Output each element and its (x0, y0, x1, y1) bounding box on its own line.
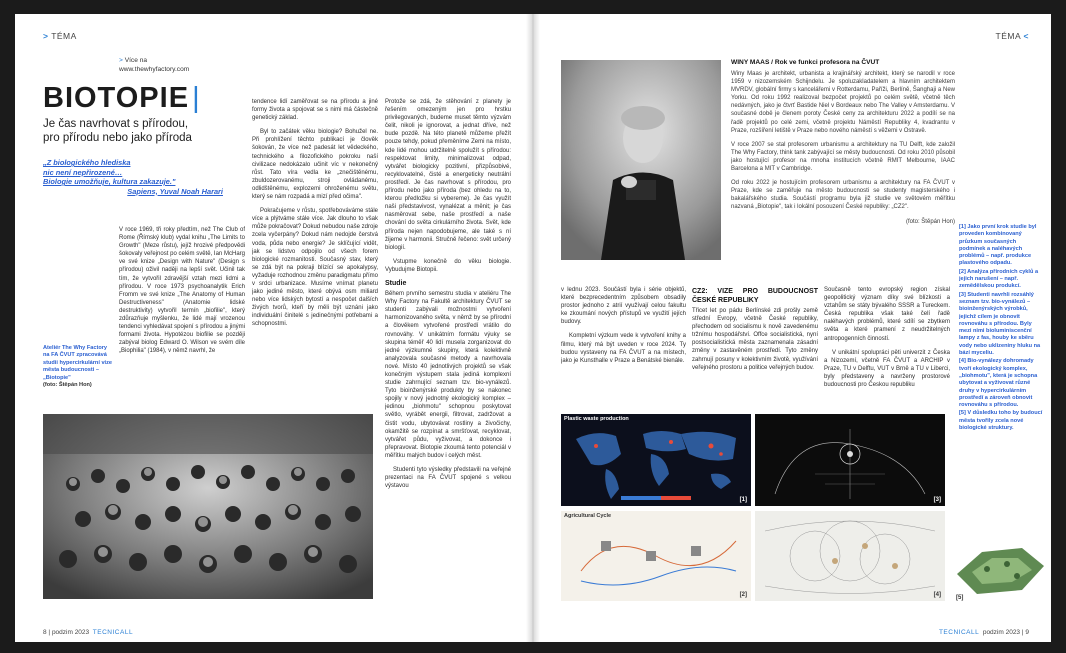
bio-text: Winy Maas je architekt, urbanista a krajinářský architekt, který se narodil v roce 1959 v nizozemském Schijndelu. Je spoluzakladatelem a hlavním architektem MVRDV, globální firmy s kancelářemi v Rotterdamu, Paříži, Berlíně, Šanghaji a New Yorku. Od roku 1992 realizoval bezpočet projektů po celém světě, včetně těch nedávných, jako je čtvrť Bastide Niel v Bordeaux nebo The Valley v Amsterdamu. V současné době je členem poroty České ceny za architekturu 2022 a podílí se na řadě projektů po celé zemi, včetně projektu Náměstí Republiky 4, kvadrantu v Praze, rozšíření letiště v Praze nebo nového náměstí s věžemi v Ostravě. V roce 2007 se stal profesorem urbanismu a architektury na TU Delft, kde založil The Why Factory, think tank zabývající se městy budoucnosti. Od roku 2010 působil jako hostující profesor na mnoha institucích včetně RMIT Melbourne, IAAC Barcelona a MIT v Cambridge. Od roku 2022 je hostujícím profesorem urbanismu a architektury na FA ČVUT v Praze, kde se zaměřuje na město budoucnosti se studenty magisterského i bakalářského studia. Součástí programu byla již studie ve světovém měřítku nazvaná „Biotopie", tak i lokální posouzení České republiky: „CZ2". (foto: Štěpán Hon) (731, 71, 955, 225)
group-photo-image (43, 414, 373, 599)
bio-invention-graphic (755, 414, 945, 506)
article-title: BIOTOPIE | (43, 82, 201, 114)
website-url[interactable]: www.thewhyfactory.com (119, 66, 190, 73)
portrait-photo (561, 60, 721, 260)
figure-2-title: Agricultural Cycle (564, 513, 612, 519)
figure-4-label: [4] (933, 592, 941, 598)
right-column-3: Současně tento evropský region získal geopolitický význam díky své blízkosti a vztahům se státy bývalého SSSR a Tureckem. Česká republika však také čelí řadě naléhavých problémů, které sdílí se zbytkem světa a které pramení z neudržitelných antropogenních činností. V unikátní spolupráci pěti univerzit z Česka a Nizozemí, včetně FA ČVUT a ARCHIP v Praze, TU v Delftu, VUT v Brně a TU v Liberci, byly představeny a navrženy prostorové budoucnosti pro Českou republiku (824, 287, 950, 389)
left-column-2: tendence lidí zaměřovat se na přírodu a jiné formy života a spojovat se s nimi má částečně genetický základ. Byl to začátek věku biologie? Bohužel ne. Při prohlížení těchto publikací je člověk šokován, že více než padesát let vědeckého, technického a filozofického pokroku naší civilizace nedokázalo učinit víc v nekonečný růst. Tato víra vedla ke „znečištěnému, zbuldozerovanému, stroji ovládanému, odlidštěnému, explozemi ohroženému světu, který se nám rozpadá a mizí před očima". Pokračujeme v růstu, spotřebováváme stále více a plýtváme stále více. Jak dlouho to však může pokračovat? Dokud nebudou naše zdroje zcela vyčerpány? Dokud nám nedojde čerstvá voda, půda nebo energie? Je sklíčující vidět, jak se lidstvo odpojilo od všech forem biologické rozmanitosti. Současný stav, který se zdá být na pokraji blízící se apokalypsy, vyžaduje rozhodnou změnu paradigmatu přímo v srdci urbanizace. Musíme vnímat planetu jako jediné město, které obývá osm miliard nebo více lidských bytostí a nespočet dalších živých tvorů, kteří by měli být uznáni jako individuální činitelé s jedinečnými potřebami a schopnostmi. (252, 99, 378, 328)
more-info-link[interactable]: > Více na www.thewhyfactory.com (119, 57, 190, 73)
group-photo (43, 414, 373, 599)
figure-2-label: [2] (739, 592, 747, 598)
biomass-graphic (755, 511, 945, 601)
figure-biological-structure (952, 524, 1047, 604)
pull-quote: „Z biologického hlediska nic není nepřirozené… Biologie umožňuje, kultura zakazuje." Sapiens, Yuval Noah Harari (43, 158, 223, 196)
spine-gutter (526, 14, 540, 642)
footer-left: 8 | podzim 2023 TECNICALL (43, 629, 134, 636)
studie-heading: Studie (385, 279, 407, 287)
figure-plastic-waste (561, 414, 751, 506)
right-column-1: v lednu 2023. Součástí byla i série objektů, které bezprecedentním způsobem obsadily prostor jednoho z atrií využívají celou fakultu ke zkoumání nových přístupů ve využití jejích budovy. Kompletní výzkum vede k vytvoření knihy a filmu, který má být uveden v roce 2024. Ty budou vystaveny na FA ČVUT a na místech, jako je Kunsthalle v Praze a Benátské bienále. (561, 287, 686, 364)
left-page (15, 14, 532, 642)
figure-agricultural-cycle (561, 511, 751, 601)
figure-notes: [1] Jako první krok studie byl proveden kombinovaný průzkum současných podmínek a naléhavých problémů – např. produkce plastového odpadu. [2] Analýza přírodních cyklů a jejich narušení – např. zemědělskou produkcí. [3] Studenti navrhli rozsáhlý seznam tzv. bio-vynálezů – bioinženýrských výrobků, jejichž cílem je obnovit rovnováhu s přírodou. Byly mezi nimi bioluminiscenční lampy z fas, houby ke sběru vody nebo uklizeniny hluku na bází myceliu. [4] Bio-vynálezy dohromady tvoří ekologický komplex, „biohmotu", která je schopna ubytovat a vyživovat různé druhy v hypercirkulárním prostředí a zároveň obnovit rovnováhu s přírodou. [5] V důsledku toho by budoucí města tvořily zcela nové biologické struktury. (959, 224, 1043, 432)
quote-author: Sapiens, Yuval Noah Harari (127, 186, 223, 196)
world-map-graphic (561, 414, 751, 506)
right-column-2: CZ2: VIZE PRO BUDOUCNOST ČESKÉ REPUBLIKY Třicet let po pádu Berlínské zdi prošly země střední Evropy, včetně České republiky, přechodem od socialismu k nově zavedenému tržnímu hospodářství. Offce socialistická, nyní postsocialistická města zaznamenala zásadní změny v zastavěném prostředí. Tyto změny zahrnují posuny v kolektivním životě, využívání veřejného prostoru a politice veřejných budov. (692, 288, 818, 371)
structure-graphic (952, 524, 1047, 604)
right-page (534, 14, 1051, 642)
figure-1-label: [1] (739, 497, 747, 503)
photo-caption: Ateliér The Why Factory na FA ČVUT zpracovává studii hypercirkulární vize města budoucnosti – „Biotopie" (foto: Štěpán Hon) (43, 345, 113, 389)
article-subtitle: Je čas navrhovat s přírodou, pro přírodu nebo jako příroda (43, 118, 192, 144)
figure-5-label: [5] (956, 595, 964, 601)
figure-biomass-diagram (755, 511, 945, 601)
figure-bio-invention (755, 414, 945, 506)
bio-title: WINY MAAS / Rok ve funkci profesora na ČVUT (731, 59, 880, 66)
left-column-1: V roce 1969, tři roky předtím, než The Club of Rome (Římský klub) vydal knihu „The Limits to Growth" (Meze růstu), jejíž hrozivé předpovědi šokovaly veřejnost po celém světě, Ian McHarg ve své knize „Design with Nature" (Design s přírodou) oživil naději na lepší svět. Učinil tak tím, že vytvořil zdravější vztah mezi lidmi a přírodou. V roce 1973 psychoanalytik Erich Fromm ve své knize „The Anatomy of Human Destructiveness" (Anatomie lidské destruktivity) vytvořil termín „biofilie", který zdůrazňuje myšlenku, že lidé mají vrozenou tendenci vyhledávat spojení s přírodou a jinými formami života. Hypotézou biofilie se později zabýval biolog Edward O. Wilson ve svém díle „Biophilia" (1984), v němž navrhl, že (119, 227, 245, 355)
cz2-heading: CZ2: VIZE PRO BUDOUCNOST ČESKÉ REPUBLIKY (692, 288, 818, 304)
section-label-left: > TÉMA (43, 31, 77, 41)
figure-1-title: Plastic waste production (564, 416, 629, 422)
figure-3-label: [3] (933, 497, 941, 503)
footer-right: TECNICALL podzim 2023 | 9 (938, 629, 1029, 636)
left-column-3: Protože se zdá, že stěhování z planety je řešením omezeným jen pro hrstku privilegovaných, budeme muset těmto výzvám čelit, nikoli je ignorovat, a jednat dříve, než bude pozdě. Na této planetě můžeme přežít pouze tehdy, pokud přeměníme Zemi na místo, kde lidé mohou udržitelně spolužít s přírodou: respektovat limity, minimalizovat odpad, vytvářet biologicky pozitivní, přizpůsobivé, recyklovatelné, čisté a energeticky neutrální prostředí. Je čas navrhovat s přírodou, pro přírodu nebo jako příroda (bez ohledu na to, kterou předložku si vybereme). Je čas využít naši představivost, vynalézat a měnit; je čas nasměrovat sebe, naše prostředí a naše chování do světa cirkulárního života. Svět, kde příroda nejen napodobujeme, ale také s ní žijeme v harmonii. Stručně řečeno: svět určený biologií. Vstupme konečně do věku biologie. Vybudujme Biotopii. Studie Během prvního semestru studia v ateliéru The Why Factory na Fakultě architektury ČVUT se studenti zabývali možnostmi vytvoření harmonizovaného světa, v němž by se přírodní a člověkem vytvořené prostředí vrátilo do rovnováhy. V unikátním formátu výuky se skupina téměř 40 lidí musela zorganizovat do jedné výzkumné skupiny, která kolektivně analyzovala současné metody a navrhovala nové. Místo 40 jednotlivých projektů se však konečným výstupem stala jediná komplexní studie zahrnující seznam tzv. bio-vynálezů. Tyto bioinženýrské produkty by se nakonec spojily v nový jednotný ekologický komplex – jedinou „biohmotu" schopnou poskytovat světlo, vyrábět energii, filtrovat, zadržovat a čistit vodu, ubytovávat rostliny a živočichy, okamžitě se rozpínat a smršťovat, recyklovat, vytvářet půdu, vyživovat, a dokonce i přepravovat. Biotopie zkoumá tento potenciál v měřítku malých budov i celých měst. Studenti tyto výsledky představili na veřejné prezentaci na FA ČVUT spojené s velkou výstavou (385, 99, 511, 490)
portrait-image (561, 60, 721, 260)
section-label-right: TÉMA < (995, 31, 1029, 41)
agri-cycle-graphic (561, 511, 751, 601)
bio-photo-credit: (foto: Štěpán Hon) (905, 218, 955, 225)
